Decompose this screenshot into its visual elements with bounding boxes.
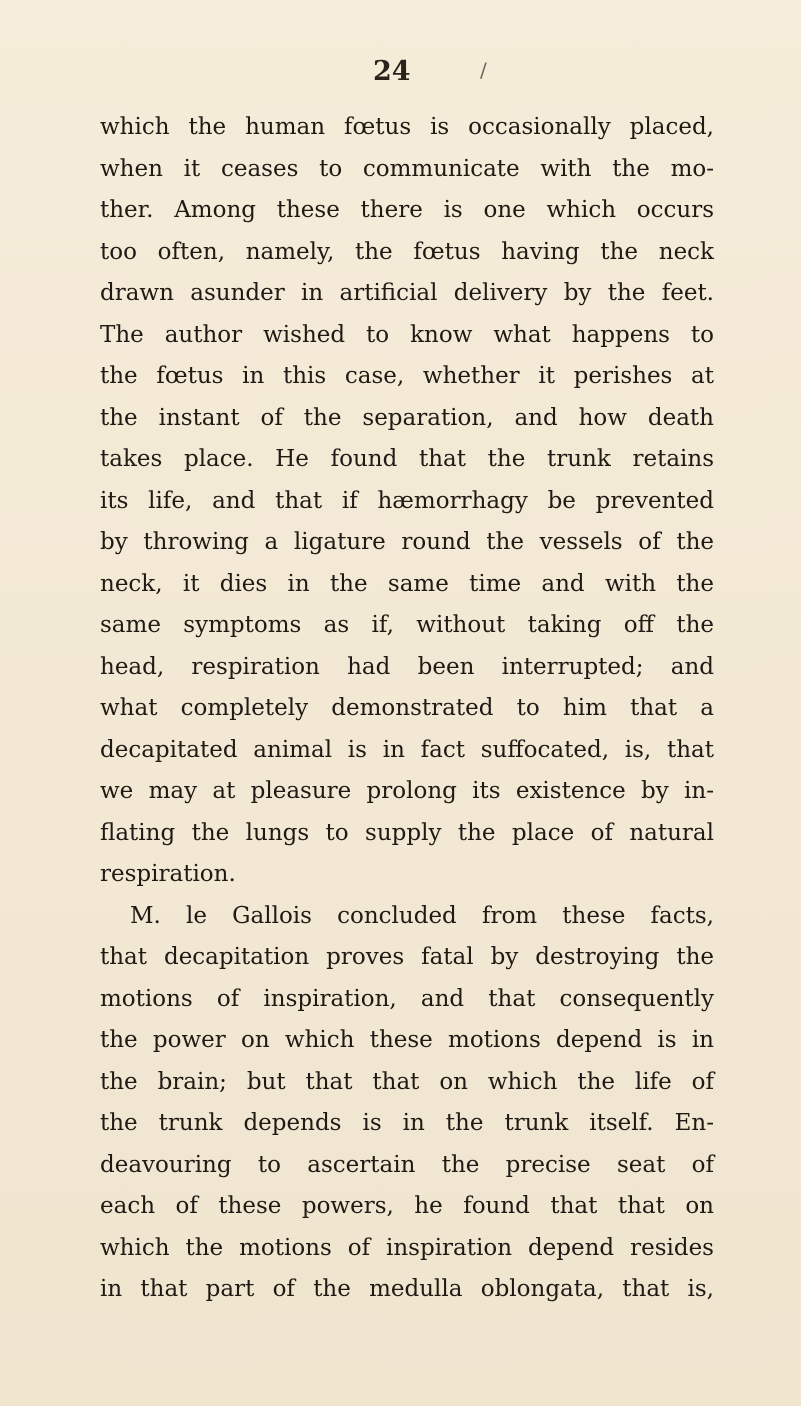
text-line: the trunk depends is in the trunk itself. En- [100,1110,714,1136]
text-line: neck, it dies in the same time and with the [100,570,714,597]
text-line: the brain; but that that on which the life of [100,1068,714,1095]
text-line: takes place. He found that the trunk retains [100,446,714,472]
text-line: we may at pleasure prolong its existence by in- [100,778,714,804]
text-line: what completely demonstrated to him that a [100,695,714,721]
text-line: each of these powers, he found that that on [100,1193,714,1219]
text-line: flating the lungs to supply the place of natural [100,819,714,846]
text-line: when it ceases to communicate with the mo- [100,155,714,182]
text-line: head, respiration had been interrupted; and [100,653,714,680]
text-line: The author wished to know what happens to [100,321,714,348]
text-line: its life, and that if hæmorrhagy be prevented [100,487,714,514]
text-line-paragraph-end: respiration. [100,861,236,887]
text-line: decapitated animal is in fact suffocated, is, that [100,736,714,763]
text-line: too often, namely, the fœtus having the neck [100,238,714,265]
text-line: by throwing a ligature round the vessels of the [100,529,714,555]
text-line: deavouring to ascertain the precise seat of [100,1151,714,1178]
text-line: that decapitation proves fatal by destroying the [100,944,714,970]
text-line: in that part of the medulla oblongata, that is, [100,1276,714,1302]
text-line: the power on which these motions depend is in [100,1027,714,1053]
text-line: same symptoms as if, without taking off the [100,612,714,638]
text-line-paragraph-start: M. le Gallois concluded from these facts, [130,902,714,929]
page-number: 24 [373,56,411,87]
text-line: the instant of the separation, and how death [100,404,714,431]
text-line: which the motions of inspiration depend resides [100,1234,714,1261]
body-text [100,107,714,1311]
text-line: ther. Among these there is one which occurs [100,197,714,223]
text-line: drawn asunder in artificial delivery by the feet. [100,280,714,306]
stray-mark: / [480,58,487,82]
text-line: motions of inspiration, and that consequently [100,985,714,1012]
text-line: the fœtus in this case, whether it perishes at [100,363,714,389]
text-line: which the human fœtus is occasionally placed, [100,114,714,140]
